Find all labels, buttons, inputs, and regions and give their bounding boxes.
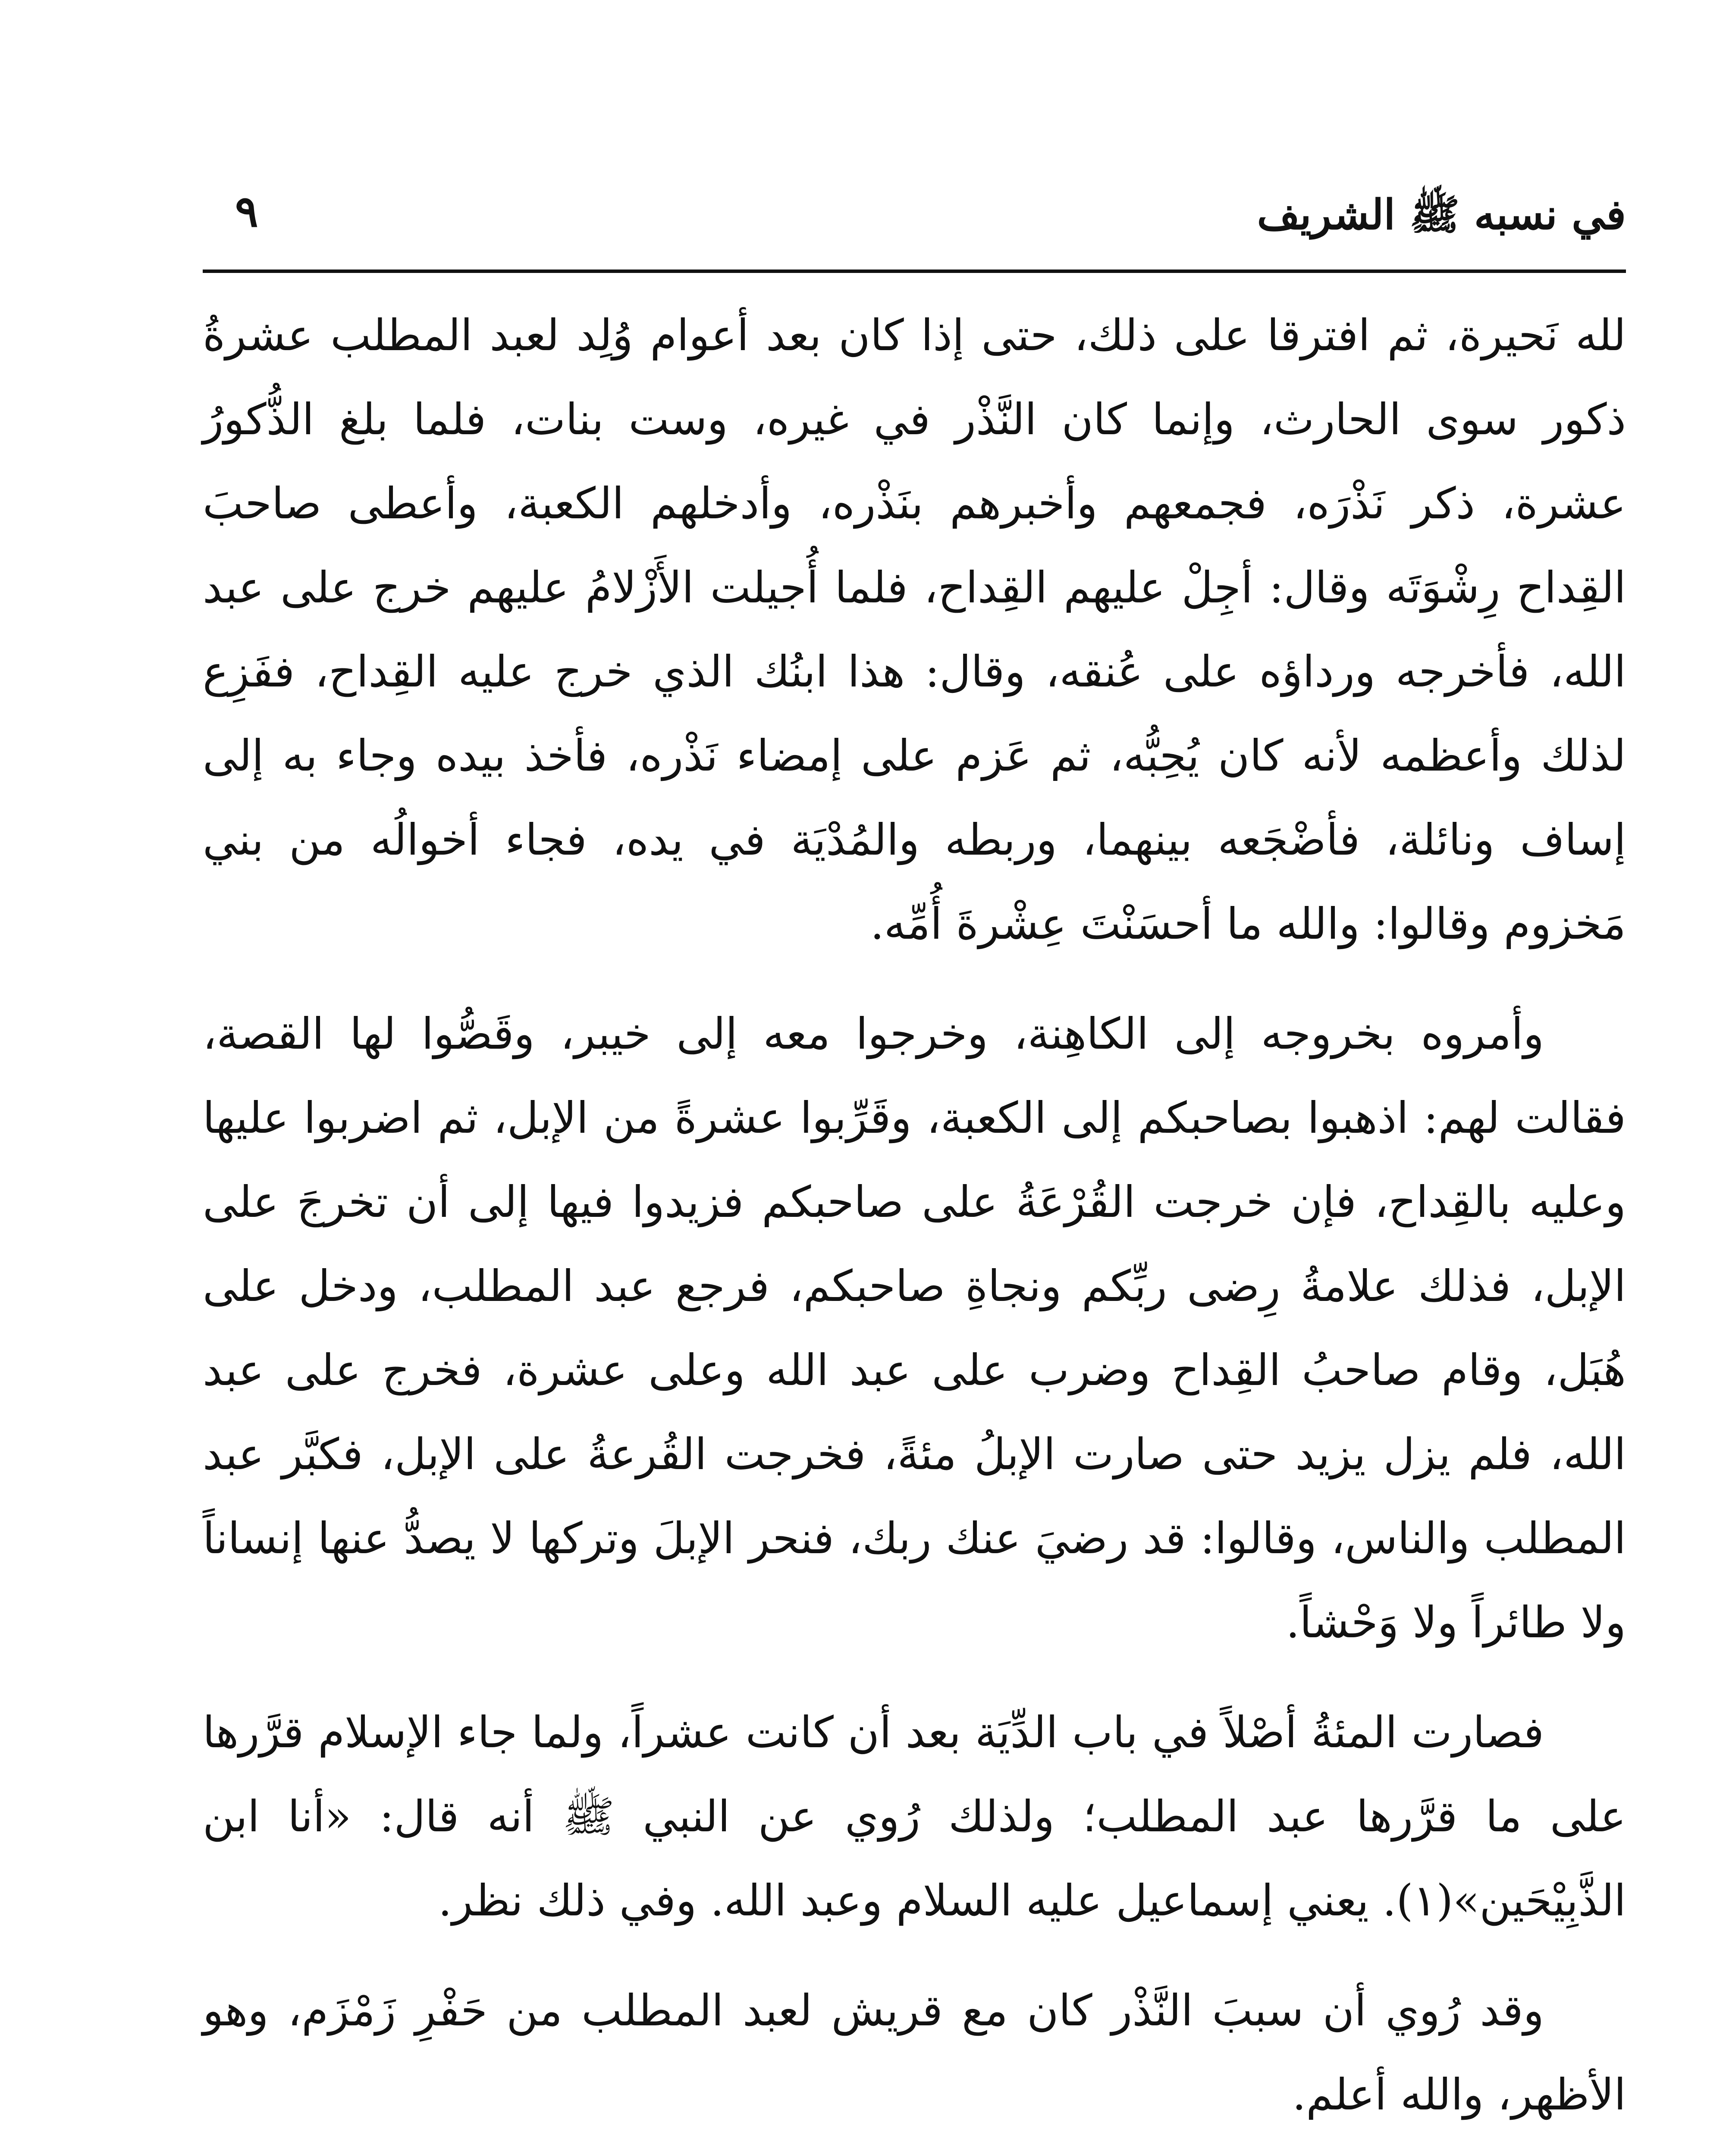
paragraph: وقد رُوي أن سببَ النَّذْر كان مع قريش لعبد المطلب من حَفْرِ زَمْزَم، وهو الأظهر، والله أعلم. — [203, 1985, 1626, 2120]
header-rule — [203, 270, 1626, 273]
page-number: ٩ — [235, 186, 258, 237]
paragraph: فصارت المئةُ أصْلاً في باب الدِّيَة بعد أن كانت عشراً، ولما جاء الإسلام قرَّرها على ما قرَّرها عبد المطلب؛ ولذلك رُوي عن النبي ﷺ أنه قال: «أنا ابن الذَّبِيْحَين»(١). يعني إسماعيل عليه السلام وعبد الله. وفي ذلك نظر. — [203, 1707, 1626, 1926]
running-title: في نسبه ﷺ الشريف — [1257, 190, 1626, 239]
page-header — [203, 181, 1626, 267]
main-text — [203, 293, 1626, 2156]
paragraph: لله نَحيرة، ثم افترقا على ذلك، حتى إذا كان بعد أعوام وُلِد لعبد المطلب عشرةُ ذكور سوى الحارث، وإنما كان النَّذْر في غيره، وست بنات، فلما بلغ الذُّكورُ عشرة، ذكر نَذْرَه، فجمعهم وأخبرهم بنَذْره، وأدخلهم الكعبة، وأعطى صاحبَ القِداح رِشْوَتَه وقال: أجِلْ عليهم القِداح، فلما أُجيلت الأَزْلامُ عليهم خرج على عبد الله، فأخرجه ورداؤه على عُنقه، وقال: هذا ابنُك الذي خرج عليه القِداح، ففَزِع لذلك وأعظمه لأنه كان يُحِبُّه، ثم عَزم على إمضاء نَذْره، فأخذ بيده وجاء به إلى إساف ونائلة، فأضْجَعه بينهما، وربطه والمُدْيَة في يده، فجاء أخوالُه من بني مَخزوم وقالوا: والله ما أحسَنْتَ عِشْرةَ أُمِّه. — [203, 310, 1626, 949]
paragraph: وأمروه بخروجه إلى الكاهِنة، وخرجوا معه إلى خيبر، وقَصُّوا لها القصة، فقالت لهم: اذهبوا بصاحبكم إلى الكعبة، وقَرِّبوا عشرةً من الإبل، ثم اضربوا عليها وعليه بالقِداح، فإن خرجت القُرْعَةُ على صاحبكم فزيدوا فيها إلى أن تخرجَ على الإبل، فذلك علامةُ رِضى ربِّكم ونجاةِ صاحبكم، فرجع عبد المطلب، ودخل على هُبَل، وقام صاحبُ القِداح وضرب على عبد الله وعلى عشرة، فخرج على عبد الله، فلم يزل يزيد حتى صارت الإبلُ مئةً، فخرجت القُرعةُ على الإبل، فكبَّر عبد المطلب والناس، وقالوا: قد رضيَ عنك ربك، فنحر الإبلَ وتركها لا يصدُّ عنها إنساناً ولا طائراً ولا وَحْشاً. — [203, 1009, 1626, 1648]
